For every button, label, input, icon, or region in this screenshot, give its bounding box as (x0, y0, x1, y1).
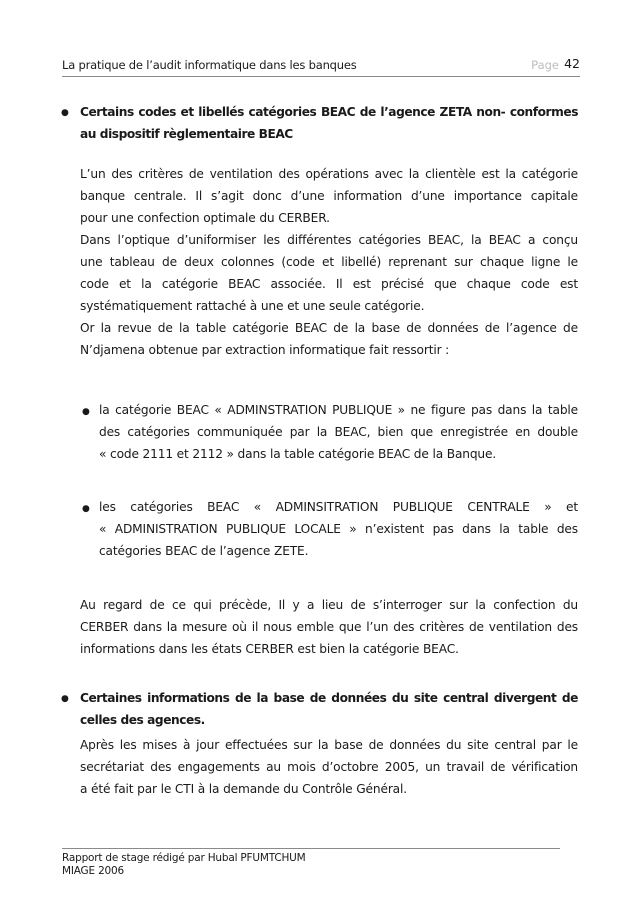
section2-heading (80, 687, 578, 731)
bullet-icon: ● (82, 504, 90, 514)
text-line: les catégories BEAC « ADMINSITRATION PUBLIQUE CENTRALE » et (99, 500, 578, 514)
text-line: banque centrale. Il s’agit donc d’une information d’une importance capitale (80, 189, 578, 203)
text-line: L’un des critères de ventilation des opérations avec la clientèle est la catégorie (80, 167, 578, 181)
section1-heading (80, 101, 578, 145)
text-line: Dans l’optique d’uniformiser les différentes catégories BEAC, la BEAC a conçu (80, 233, 578, 247)
header-divider (62, 76, 580, 77)
section2-paragraph (80, 734, 578, 800)
section1-paragraph-1 (80, 163, 578, 361)
text-line: la catégorie BEAC « ADMINSTRATION PUBLIQUE » ne figure pas dans la table (99, 403, 578, 417)
document-title: La pratique de l’audit informatique dans les banques (62, 58, 357, 72)
text-line: Au regard de ce qui précède, Il y a lieu de s’interroger sur la confection du (80, 598, 578, 612)
text-line: informations dans les états CERBER est bien la catégorie BEAC. (80, 642, 459, 656)
text-line: « ADMINISTRATION PUBLIQUE LOCALE » n’existent pas dans la table des (99, 522, 578, 536)
text-line: N’djamena obtenue par extraction informatique fait ressortir : (80, 343, 450, 357)
heading-line: au dispositif règlementaire BEAC (80, 127, 293, 141)
heading-line: Certaines informations de la base de données du site central divergent de (80, 691, 578, 705)
page-number: 42 (564, 56, 580, 71)
text-line: Après les mises à jour effectuées sur la base de données du site central par le (80, 738, 578, 752)
sub-bullet-2 (99, 496, 578, 562)
footer-divider (62, 848, 560, 849)
sub-bullet-1 (99, 399, 578, 465)
text-line: des catégories communiquée par la BEAC, bien que enregistrée en double (99, 425, 578, 439)
text-line: catégories BEAC de l’agence ZETE. (99, 544, 309, 558)
page-footer (62, 852, 306, 878)
text-line: une tableau de deux colonnes (code et libellé) reprenant sur chaque ligne le (80, 255, 578, 269)
text-line: systématiquement rattaché à une et une seule catégorie. (80, 299, 425, 313)
text-line: a été fait par le CTI à la demande du Contrôle Général. (80, 782, 407, 796)
bullet-icon: ● (82, 407, 90, 417)
heading-line: celles des agences. (80, 713, 205, 727)
text-line: secrétariat des engagements au mois d’octobre 2005, un travail de vérification (80, 760, 578, 774)
text-line: pour une confection optimale du CERBER. (80, 211, 330, 225)
text-line: code et la catégorie BEAC associée. Il est précisé que chaque code est (80, 277, 578, 291)
text-line: CERBER dans la mesure où il nous emble que l’un des critères de ventilation des (80, 620, 578, 634)
section1-paragraph-2 (80, 594, 578, 660)
page-label: Page (531, 58, 559, 72)
page-header (62, 56, 580, 76)
bullet-icon: ● (61, 108, 69, 118)
footer-program: MIAGE 2006 (62, 865, 124, 877)
bullet-icon: ● (61, 694, 69, 704)
text-line: Or la revue de la table catégorie BEAC de la base de données de l’agence de (80, 321, 578, 335)
text-line: « code 2111 et 2112 » dans la table catégorie BEAC de la Banque. (99, 447, 497, 461)
footer-author: Rapport de stage rédigé par Hubal PFUMTCHUM (62, 852, 306, 864)
heading-line: Certains codes et libellés catégories BEAC de l’agence ZETA non- conformes (80, 105, 578, 119)
